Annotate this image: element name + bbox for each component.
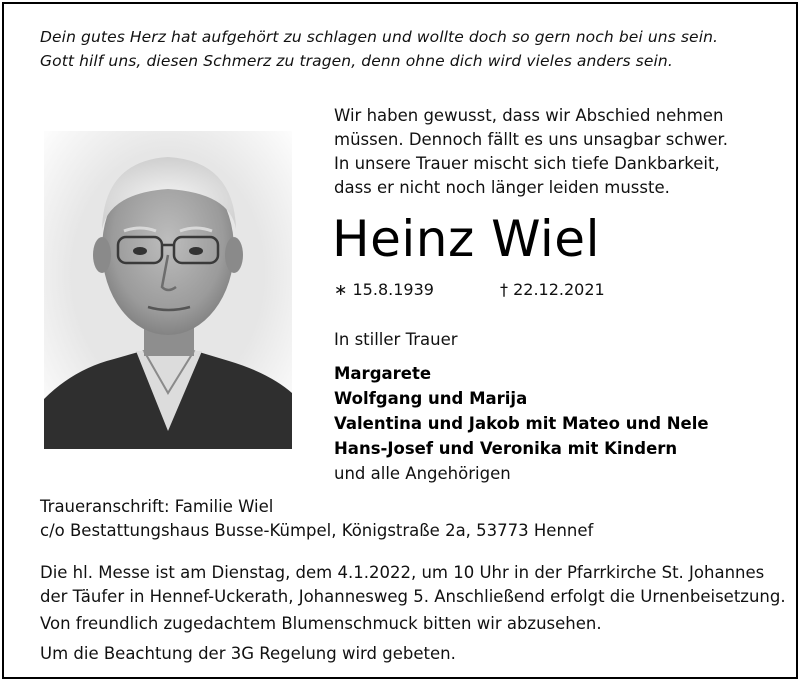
deceased-name: Heinz Wiel <box>332 210 600 268</box>
note-line-2: der Täufer in Hennef-Uckerath, Johannesweg 5. Anschließend erfolgt die Urnenbeisetzung. <box>40 587 786 606</box>
intro-line-1: Wir haben gewusst, dass wir Abschied nehmen <box>334 106 724 125</box>
mourners-heading: In stiller Trauer <box>334 330 458 349</box>
intro-line-4: dass er nicht noch länger leiden musste. <box>334 178 670 197</box>
note-line-3: Von freundlich zugedachtem Blumenschmuck bitten wir abzusehen. <box>40 614 602 633</box>
intro-line-2: müssen. Dennoch fällt es uns unsagbar schwer. <box>334 130 729 149</box>
note-line-1: Die hl. Messe ist am Dienstag, dem 4.1.2022, um 10 Uhr in der Pfarrkirche St. Johannes <box>40 563 765 582</box>
mourner-name: Margarete <box>334 364 432 383</box>
portrait-photo <box>44 131 292 449</box>
quote-line-1: Dein gutes Herz hat aufgehört zu schlagen und wollte doch so gern noch bei uns sein. <box>40 28 719 46</box>
mourner-name: Valentina und Jakob mit Mateo und Nele <box>334 414 709 433</box>
address-line-1: Traueranschrift: Familie Wiel <box>40 497 274 516</box>
mourners-others: und alle Angehörigen <box>334 464 511 483</box>
obituary-card <box>2 2 798 679</box>
mourner-name: Wolfgang und Marija <box>334 389 528 408</box>
death-date: † 22.12.2021 <box>500 280 605 299</box>
mourner-name: Hans-Josef und Veronika mit Kindern <box>334 439 678 458</box>
note-line-4: Um die Beachtung der 3G Regelung wird gebeten. <box>40 644 456 663</box>
birth-date: ∗ 15.8.1939 <box>334 280 434 299</box>
quote-line-2: Gott hilf uns, diesen Schmerz zu tragen, denn ohne dich wird vieles anders sein. <box>40 52 673 70</box>
address-line-2: c/o Bestattungshaus Busse-Kümpel, Königstraße 2a, 53773 Hennef <box>40 521 594 540</box>
intro-line-3: In unsere Trauer mischt sich tiefe Dankbarkeit, <box>334 154 720 173</box>
